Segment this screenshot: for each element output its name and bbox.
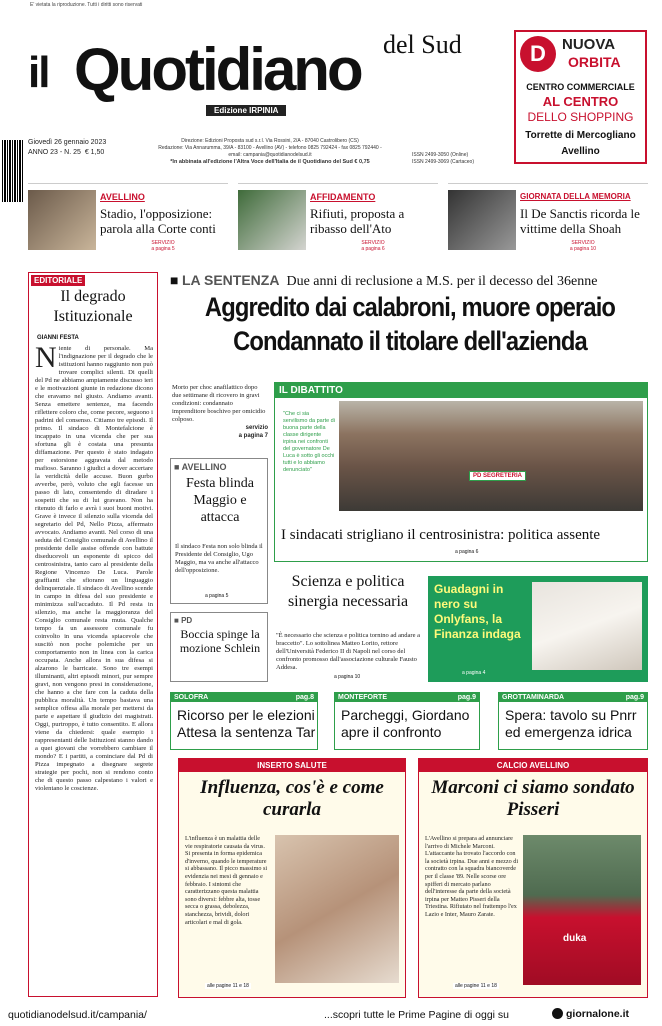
pd-title: Boccia spinge la mozione Schlein: [179, 627, 261, 655]
footer: [0, 1005, 662, 1026]
teaser-title: Stadio, l'opposizione: parola alla Corte conti: [100, 206, 216, 236]
ad-nuova: NUOVA: [562, 36, 616, 53]
salute-body: L'influenza è un malattia delle vie respiratorie causata da virus. Si presenta in forma epidemica d'inverno, quando le temperature si abbassano. Il picco massimo si evidenzia nei mesi di gennaio e febbraio. I sintomi che caratterizzano questa malattia sono diversi: febbre alta, tosse secca o grassa, debolezza, stanchezza, brividi, dolori articolari e mal di gola.: [185, 835, 268, 926]
scienza-page: a pagina 10: [334, 674, 361, 680]
copyright-note: E' vietata la riproduzione. Tutti i diritti sono riservati: [30, 2, 143, 8]
scienza-body: "È necessario che scienza e politica tornino ad andare a braccetto". Lo sottolinea Matteo Lorito, rettore dell'Università Federico II di Napoli nel corso del confronto promosso dall'associazione culturale Fausto Addesa.: [276, 632, 420, 671]
salute-title: Influenza, cos'è e come curarla: [200, 777, 384, 820]
giornalone-logo-icon: [552, 1008, 563, 1019]
salute-panel[interactable]: [178, 758, 406, 998]
ad-line1: CENTRO COMMERCIALE: [526, 82, 635, 92]
scienza-box[interactable]: [274, 572, 422, 682]
calcio-tag: CALCIO AVELLINO: [419, 759, 647, 772]
teaser-photo: [238, 190, 306, 250]
pd-tag: ■ PD: [174, 616, 193, 625]
teaser-kicker: AVELLINO: [100, 192, 145, 202]
main-kicker: ■ LA SENTENZA Due anni di reclusione a M.S. per il decesso del 36enne: [170, 272, 598, 289]
festa-title: Festa blinda Maggio e attacca: [185, 476, 255, 525]
editoriale-text: iente di personale. Ma l'indignazione per il degrado che le istituzioni hanno raggiunto non può trovare complici silenti. Di quelli del Pd ne abbiamo ampiamente discusso ieri e le motivazioni giunte in redazione dicono che eravamo nel giusto. Andiamo avanti. Senza emettere sentenze, ma facendo riflettere coloro che, come pecore, seguono i padrini del consenso. Citiamo tre episodi. Il primo. Il sindaco di Montefalcione è incappato in una vicenda che per sua sfortuna gli è costata una presunta diffamazione. Per questo è stato indagato per estorsione aggravata dal metodo mafioso. Saranno i giudici a dover accertare la veridicità delle accuse. Buon gurbo avverbe, però, voluto che egli facesse un passo di lato, consentendo di diradare i sospetti che su di lui gravano. Non ha ritenuto di farlo e avrà i suoi buoni motivi. Grave è invece il silenzio sulla vicenda del segretario del Pd, Nello Pizza, affermato avvocato. Andiamo avanti. Nel corso di una seduta del Consiglio comunale di Avellino il presidente delle assise offende con battute diseducevoli un esponente di spicco del centrosinistra, tanto caro al presidente della Regione Vincenzo De Luca. Parole graffianti che sfiorano un linguaggio delinquenziale. Il sindaco di Avellino scende in campo in difesa del suo presidente e minimizza sull'accaduto. Il Pd resta in silenzio, ma anche la maggioranza del Consiglio comunale resta muta. Qualche tempo fa un assessore comunale fu coinvolto in una vicenda spiacevole che suscitò non poche polemiche per un comportamento non in linea con la carica occupata. Anche allora in sua difesa si alzarono le barricate. Sono tre esempi illuminanti, altri episodi minori, pur sempre gravi, non vengono presi in considerazione, che hanno a che fare con la caduta della pubblica moralità. Un tempo bastava una semplice offesa alla morale per mettersi da parte e aspettare il giudizio dei magistrati. Oggi, purtroppo, è tutto consentito. E allora viene da chiedersi: quale esempio i rappresentanti delle Istituzioni stanno dando a quei giovani che vorrebbero cambiare il mondo? E i partiti, a cominciare dal Pd di Pizza impegnato a disegnare segrete strategie per pochi, non si rendono conto che di questo passo calpestano i valori e violentano le coscienze.: [35, 345, 153, 792]
ad-nuova-orbita[interactable]: [514, 30, 647, 164]
issn-info: [412, 152, 474, 166]
teaser-memoria[interactable]: [448, 183, 648, 257]
issn-online: ISSN 2499-3050 (Online): [412, 152, 469, 158]
scienza-title: Scienza e politica sinergia necessaria: [287, 573, 409, 610]
ad-line2: AL CENTRO: [542, 94, 619, 109]
publisher-email: email: campania@quotidianodelsud.it: [228, 152, 312, 158]
orbita-logo-icon: D: [520, 36, 556, 72]
dibattito-photo: [339, 401, 643, 511]
main-headline-line1: Aggredito dai calabroni, muore operaio: [204, 292, 616, 322]
main-kicker-text: Due anni di reclusione a M.S. per il decesso del 36enne: [286, 274, 598, 289]
teaser-photo: [448, 190, 516, 250]
issn-print: ISSN 2499-3069 (Cartaceo): [412, 159, 474, 165]
masthead-il: il: [28, 48, 49, 97]
strip-title: Parcheggi, Giordano apre il confronto: [341, 707, 470, 740]
publisher-direction: Direzione: Edizioni Proposta sud s.r.l. Via Rossini, 2/A - 87040 Castrolibero (CS): [181, 138, 359, 144]
abbinata-note: *In abbinata all'edizione l'Altra Voce dell'Italia de il Quotidiano del Sud € 0,75: [170, 159, 370, 165]
strip-solofra[interactable]: [170, 692, 318, 750]
editoriale-author: GIANNI FESTA: [37, 335, 79, 341]
strip-tag: MONTEFORTE pag.9: [335, 693, 479, 702]
issue-date: Giovedì 26 gennaio 2023: [28, 139, 107, 146]
issue-meta: [28, 138, 106, 158]
teaser-photo: [28, 190, 96, 250]
issue-price: € 1,50: [84, 149, 105, 156]
salute-tag: INSERTO SALUTE: [179, 759, 405, 772]
teaser-kicker: GIORNATA DELLA MEMORIA: [520, 192, 631, 201]
pd-sign: PD SEGRETERIA: [469, 471, 526, 481]
main-kicker-tag: LA SENTENZA: [181, 272, 280, 288]
masthead-title: Quotidiano: [74, 36, 361, 103]
salute-photo: [275, 835, 399, 983]
strip-monteforte[interactable]: [334, 692, 480, 750]
ad-line5: Avellino: [561, 146, 600, 157]
main-headline-line2: Condannato il titolare dell'azienda: [233, 326, 587, 356]
festa-page: a pagina 5: [205, 593, 229, 599]
calcio-title: Marconi ci siamo sondato Pisseri: [431, 777, 635, 820]
dibattito-quote: "Che ci sia servilismo da parte di buona parte della classe dirigente irpina nei confronti del governatore De Luca è sotto gli occhi tutti e lo abbiamo denunciato": [283, 411, 335, 473]
onlyfans-page: a pagina 4: [462, 670, 486, 676]
issue-number: ANNO 23 - N. 25: [28, 149, 81, 156]
edition-label: Edizione IRPINIA: [206, 105, 286, 116]
festa-box[interactable]: [170, 458, 268, 604]
footer-site-link[interactable]: quotidianodelsud.it/campania/: [8, 1009, 147, 1021]
calcio-photo: [523, 835, 641, 985]
dibattito-page: a pagina 6: [455, 549, 479, 555]
calcio-body: L'Avellino si prepara ad annunciare l'arrivo di Michele Marconi. L'attaccante ha trovato l'accordo con la società irpina. Due anni e mezzo di contratto con la squadra biancoverde per il classe '89. Nelle scorse ore spifferi di mercato parlano dell'interesse da parte della società irpina per Matteo Pisseri della Triestina. Rifiutato nel frattempo l'ex Lazio e Inter, Mauro Zarate.: [425, 835, 519, 918]
strip-title: Ricorso per le elezioni Attesa la sentenza Tar: [177, 707, 316, 740]
ad-orbita: ORBITA: [568, 54, 621, 70]
teaser-title: Rifiuti, proposta a ribasso dell'Ato: [310, 206, 405, 236]
publisher-redaction: Redazione: Via Annarumma, 39/A - 83100 - Avellino (AV) - telefono 0825 792424 - fax 0825 792440 -: [158, 145, 382, 151]
strip-tag: SOLOFRA pag.8: [171, 693, 317, 702]
footer-prompt: ...scopri tutte le Prime Pagine di oggi su: [324, 1009, 510, 1021]
editoriale-tag: EDITORIALE: [31, 275, 85, 286]
shirt-sponsor: duka: [563, 933, 587, 944]
dibattito-box[interactable]: [274, 382, 648, 562]
festa-tag: ■ AVELLINO: [174, 462, 227, 472]
onlyfans-photo: [532, 582, 642, 670]
dibattito-tag: IL DIBATTITO: [275, 383, 647, 398]
main-page: servizio a pagina 7: [238, 425, 268, 439]
strip-title: Spera: tavolo su Pnrr ed emergenza idrica: [505, 707, 637, 740]
teaser-page: SERVIZIO a pagina 5: [151, 240, 175, 252]
teaser-avellino[interactable]: [28, 183, 228, 257]
editoriale-title: Il degrado Istituzionale: [53, 288, 133, 325]
teaser-page: SERVIZIO a pagina 6: [361, 240, 385, 252]
barcode: [2, 140, 24, 202]
teaser-title: Il De Sanctis ricorda le vittime della Shoah: [520, 206, 640, 236]
ad-line3: DELLO SHOPPING: [527, 110, 634, 124]
strip-tag: GROTTAMINARDA pag.9: [499, 693, 647, 702]
calcio-page: alle pagine 11 e 18: [455, 983, 497, 989]
onlyfans-box[interactable]: [428, 576, 648, 682]
main-body: [172, 384, 268, 440]
calcio-panel[interactable]: [418, 758, 648, 998]
masthead-del-sud: del Sud: [383, 30, 462, 59]
masthead: [28, 30, 498, 115]
strip-grottaminarda[interactable]: [498, 692, 648, 750]
festa-body: Il sindaco Festa non solo blinda il Presidente del Consiglio, Ugo Maggio, ma va anche all'attacco dell'opposizione.: [175, 543, 263, 574]
pd-box[interactable]: [170, 612, 268, 682]
main-body-text: Morto per choc anafilattico dopo due settimane di ricovero in gravi condizioni: condannato imprenditore boschivo per omicidio colposo.: [172, 384, 266, 423]
editoriale-body: [35, 345, 153, 993]
dibattito-headline: I sindacati strigliano il centrosinistra: politica assente: [281, 527, 601, 543]
editoriale-box: [28, 272, 158, 997]
teaser-affidamento[interactable]: [238, 183, 438, 257]
onlyfans-title: Guadagni in nero su Onlyfans, la Finanza indaga: [434, 582, 521, 641]
main-headline[interactable]: [199, 290, 621, 358]
teaser-kicker: AFFIDAMENTO: [310, 192, 376, 202]
drop-cap: N: [35, 345, 57, 374]
salute-page: alle pagine 11 e 18: [207, 983, 249, 989]
publisher-info: [130, 138, 410, 166]
teaser-page: SERVIZIO a pagina 10: [569, 240, 597, 252]
ad-line4: Torrette di Mercogliano: [525, 130, 636, 141]
footer-brand-link[interactable]: giornalone.it: [566, 1008, 629, 1020]
